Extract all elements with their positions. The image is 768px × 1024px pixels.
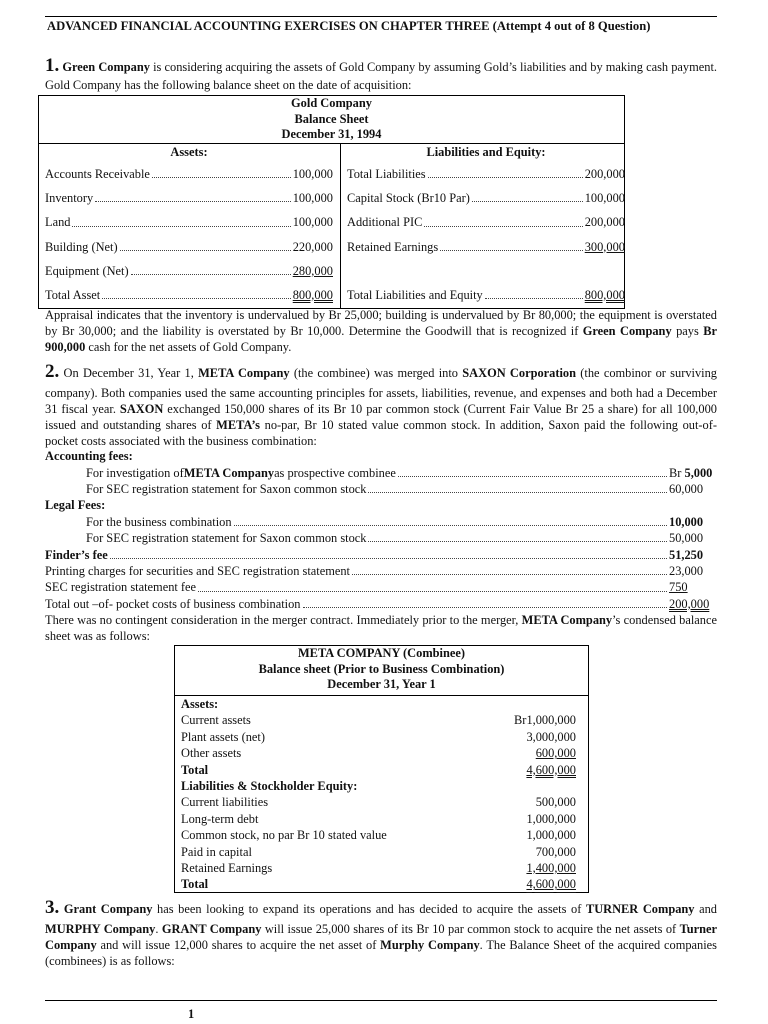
row-value: 1,000,000 (526, 828, 576, 843)
balance-sheet-title: META COMPANY (Combinee) Balance sheet (Prior to Business Combination) December 31, Year 1 (175, 646, 588, 696)
row-label: Retained Earnings (181, 860, 273, 875)
row-label: Current assets (181, 713, 251, 728)
row-label: Capital Stock (Br10 Par) (347, 191, 470, 206)
cost-row: For the business combination 10,000 (86, 514, 704, 529)
row-label: Total Asset (45, 287, 101, 302)
row-label: Retained Earnings (347, 239, 439, 254)
balance-sheet-row (45, 283, 333, 307)
balance-sheet-row (347, 210, 625, 234)
question-2-intro: 2. On December 31, Year 1, META Company (the combinee) was merged into SAXON Corporation (the combinor or surviving company). Both companies used the same accounting principles for assets, liabilities, revenue, and expenses and both had a December 31 fiscal year. SAXON exchanged 150,000 shares of its Br 10 par common stock (Current Fair Value Br 25 a share) for all 100,000 issued and outstanding shares of META’s no-par, Br 10 stated value common stock. In addition, Saxon paid the following out-of-pocket costs associated with the business combination: (45, 361, 718, 449)
balance-sheet-row (175, 712, 588, 728)
question-number: 1. (45, 55, 60, 76)
row-label: Equipment (Net) (45, 263, 129, 278)
meta-balance-sheet (174, 645, 589, 893)
accounting-fees-label: Accounting fees: (45, 449, 133, 464)
no-contingent-paragraph: There was no contingent consideration in the merger contract. Immediately prior to the merger, META Company’s condensed balance sheet was as follows: (45, 613, 717, 644)
row-label: Current liabilities (181, 795, 269, 810)
cost-row: For investigation of META Company as prospective combinee Br 5,000 (86, 465, 713, 480)
footer-rule (45, 1000, 717, 1001)
gold-balance-sheet (38, 95, 625, 309)
question-1-intro: 1. Green Company is considering acquiring the assets of Gold Company by assuming Gold’s liabilities and by making cash payment. Gold Company has the following balance sheet on the date of acquisition: (45, 55, 717, 92)
appraisal-paragraph: Appraisal indicates that the inventory is undervalued by Br 25,000; building is undervalued by Br 80,000; the equipment is overstated by Br 30,000; and the liability is overstated by Br 10,000. Determine the Goodwill that is recognized if Green Company pays Br 900,000 cash for the net assets of Gold Company. (45, 308, 717, 355)
row-label: Additional PIC (347, 215, 423, 230)
question-3-intro: 3. Grant Company has been looking to expand its operations and has decided to acquire the assets of TURNER Company and MURPHY Company. GRANT Company will issue 25,000 shares of its Br 10 par common stock to acquire the net assets of Turner Company and will issue 12,000 shares to acquire the net asset of Murphy Company. The Balance Sheet of the acquired companies (combinees) is as follows: (45, 897, 718, 968)
row-value: 220,000 (292, 239, 333, 254)
question-number: 2. (45, 361, 60, 382)
row-label: Long-term debt (181, 811, 259, 826)
spacer (347, 259, 625, 283)
total-liabilities-row: Total 4,600,000 (181, 877, 576, 892)
assets-header: Assets: (170, 145, 208, 159)
row-value: 100,000 (292, 191, 333, 206)
balance-sheet-title: Gold Company Balance Sheet December 31, 1994 (281, 96, 382, 141)
balance-sheet-row (45, 210, 333, 234)
page-title: ADVANCED FINANCIAL ACCOUNTING EXERCISES ON CHAPTER THREE (Attempt 4 out of 8 Question) (47, 19, 651, 33)
balance-sheet-row (347, 235, 625, 259)
cost-row: Finder’s fee 51,250 (45, 547, 704, 562)
balance-sheet-row (45, 259, 333, 283)
top-rule (45, 16, 717, 17)
balance-sheet-row (347, 162, 625, 186)
balance-sheet-row (175, 827, 588, 843)
row-label: Other assets (181, 746, 242, 761)
row-label: Total Liabilities (347, 167, 426, 182)
row-label: Accounts Receivable (45, 167, 150, 182)
balance-sheet-row (175, 745, 588, 761)
assets-header: Assets: (181, 697, 219, 711)
row-label: Paid in capital (181, 844, 252, 859)
row-value: 1,000,000 (526, 811, 576, 826)
row-label: Total Liabilities and Equity (347, 287, 483, 302)
balance-sheet-row (45, 162, 333, 186)
row-value: 100,000 (584, 191, 625, 206)
balance-sheet-row (175, 860, 588, 876)
row-label: Common stock, no par Br 10 stated value (181, 828, 387, 843)
out-of-pocket-costs (45, 448, 717, 612)
row-value: 700,000 (535, 844, 576, 859)
row-value: 280,000 (292, 263, 333, 278)
row-value: 500,000 (535, 795, 576, 810)
balance-sheet-row (175, 811, 588, 827)
cost-row: For SEC registration statement for Saxon common stock 60,000 (86, 482, 704, 497)
row-value: 100,000 (292, 215, 333, 230)
balance-sheet-row (347, 186, 625, 210)
balance-sheet-row (347, 283, 625, 307)
cost-row: Printing charges for securities and SEC registration statement 23,000 (45, 564, 704, 578)
cost-total-row: Total out –of- pocket costs of business combination 200,000 (45, 596, 710, 611)
question-number: 3. (45, 897, 60, 918)
balance-sheet-row (45, 235, 333, 259)
row-label: Land (45, 215, 71, 230)
row-value: Br1,000,000 (514, 713, 576, 728)
liabilities-column (340, 144, 625, 309)
cost-row: SEC registration statement fee 750 (45, 580, 688, 595)
assets-column (45, 144, 333, 307)
row-value: 600,000 (535, 746, 576, 761)
page-number: 1 (188, 1007, 195, 1021)
balance-sheet-row (175, 729, 588, 745)
row-value: 200,000 (584, 167, 625, 182)
row-value: 300,000 (584, 239, 625, 254)
balance-sheet-row (175, 794, 588, 810)
row-label: Inventory (45, 191, 94, 206)
total-assets-row: Total 4,600,000 (181, 762, 576, 777)
row-value: 100,000 (292, 167, 333, 182)
balance-sheet-row (175, 844, 588, 860)
row-label: Plant assets (net) (181, 729, 265, 744)
row-value: 200,000 (584, 215, 625, 230)
cost-row: For SEC registration statement for Saxon common stock 50,000 (86, 531, 704, 546)
row-value: 1,400,000 (526, 860, 576, 875)
liabilities-header: Liabilities & Stockholder Equity: (181, 778, 358, 793)
row-value: 800,000 (584, 287, 625, 302)
row-label: Building (Net) (45, 239, 118, 254)
balance-sheet-row (45, 186, 333, 210)
row-value: 800,000 (292, 287, 333, 302)
legal-fees-label: Legal Fees: (45, 498, 106, 513)
liabilities-header: Liabilities and Equity: (426, 145, 546, 159)
row-value: 3,000,000 (526, 729, 576, 744)
